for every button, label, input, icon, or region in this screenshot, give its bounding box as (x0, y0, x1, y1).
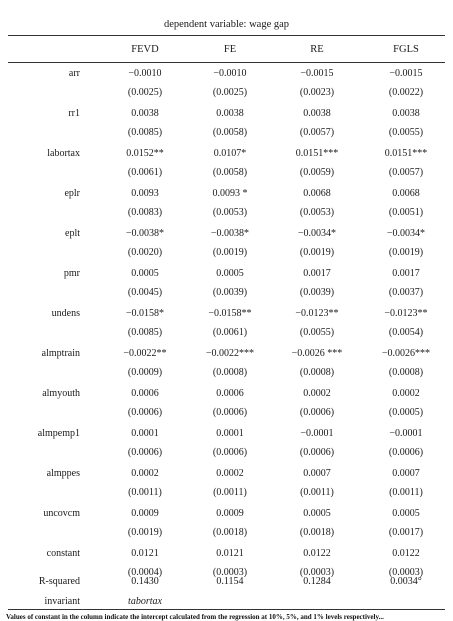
coefficient-cell: 0.0009 (216, 508, 244, 519)
coefficient-cell: 0.0006 (131, 388, 159, 399)
standard-error-cell: (0.0006) (299, 407, 335, 418)
coefficient-cell: 0.0002 (392, 388, 420, 399)
standard-error-cell: (0.0057) (299, 127, 335, 138)
standard-error-cell: (0.0039) (299, 287, 335, 298)
standard-error-cell: (0.0023) (299, 87, 335, 98)
coefficient-cell: −0.0034* (297, 228, 337, 239)
standard-error-cell: (0.0003) (299, 567, 335, 578)
coefficient-cell: −0.0158** (208, 308, 252, 319)
standard-error-cell: (0.0008) (212, 367, 248, 378)
row-label-3: eplr (64, 188, 80, 199)
coefficient-cell: −0.0038* (125, 228, 165, 239)
standard-error-cell: (0.0017) (388, 527, 424, 538)
table-footnote: Values of constant in the column indicate the intercept calculated from the regression at 10%, 5%, and 1% levels respectively... (6, 613, 384, 621)
standard-error-cell: (0.0037) (388, 287, 424, 298)
coefficient-cell: 0.0151*** (295, 148, 339, 159)
standard-error-cell: (0.0051) (388, 207, 424, 218)
coefficient-cell: 0.0007 (392, 468, 420, 479)
coefficient-cell: 0.0121 (216, 548, 244, 559)
rsquared-value: 0.1284 (303, 576, 331, 587)
standard-error-cell: (0.0057) (388, 167, 424, 178)
header-rule (8, 62, 445, 63)
top-rule (8, 35, 445, 36)
coefficient-cell: 0.0038 (303, 108, 331, 119)
coefficient-cell: 0.0002 (131, 468, 159, 479)
coefficient-cell: 0.0002 (216, 468, 244, 479)
row-label-4: eplt (65, 228, 80, 239)
coefficient-cell: 0.0068 (303, 188, 331, 199)
coefficient-cell: 0.0038 (131, 108, 159, 119)
standard-error-cell: (0.0019) (127, 527, 163, 538)
standard-error-cell: (0.0022) (388, 87, 424, 98)
standard-error-cell: (0.0058) (212, 167, 248, 178)
column-header-re: RE (310, 44, 324, 55)
standard-error-cell: (0.0083) (127, 207, 163, 218)
standard-error-cell: (0.0011) (389, 487, 423, 498)
column-header-fgls: FGLS (393, 44, 419, 55)
coefficient-cell: 0.0093 * (212, 188, 248, 199)
standard-error-cell: (0.0058) (212, 127, 248, 138)
rsquared-value: 0.1154 (216, 576, 244, 587)
coefficient-cell: 0.0122 (392, 548, 420, 559)
rsquared-value: 0.1430 (131, 576, 159, 587)
rsquared-label: R-squared (38, 576, 80, 587)
coefficient-cell: −0.0026*** (381, 348, 431, 359)
standard-error-cell: (0.0061) (127, 167, 163, 178)
coefficient-cell: 0.0009 (131, 508, 159, 519)
coefficient-cell: 0.0001 (216, 428, 244, 439)
invariant-value: tabortax (128, 596, 162, 607)
coefficient-cell: −0.0026 *** (291, 348, 343, 359)
coefficient-cell: 0.0005 (392, 508, 420, 519)
row-label-8: almyouth (42, 388, 80, 399)
standard-error-cell: (0.0019) (212, 247, 248, 258)
coefficient-cell: −0.0022** (123, 348, 167, 359)
standard-error-cell: (0.0008) (299, 367, 335, 378)
standard-error-cell: (0.0039) (212, 287, 248, 298)
standard-error-cell: (0.0059) (299, 167, 335, 178)
standard-error-cell: (0.0008) (388, 367, 424, 378)
coefficient-cell: 0.0005 (216, 268, 244, 279)
standard-error-cell: (0.0009) (127, 367, 163, 378)
standard-error-cell: (0.0003) (212, 567, 248, 578)
standard-error-cell: (0.0011) (300, 487, 334, 498)
row-label-9: almpemp1 (37, 428, 80, 439)
bottom-rule (8, 609, 445, 610)
column-header-fevd: FEVD (131, 44, 159, 55)
coefficient-cell: 0.0017 (303, 268, 331, 279)
row-label-7: almptrain (41, 348, 80, 359)
rsquared-value: 0.0034° (390, 576, 422, 587)
standard-error-cell: (0.0055) (299, 327, 335, 338)
coefficient-cell: −0.0010 (128, 68, 162, 79)
standard-error-cell: (0.0045) (127, 287, 163, 298)
coefficient-cell: −0.0022*** (205, 348, 255, 359)
coefficient-cell: 0.0068 (392, 188, 420, 199)
row-label-2: labortax (47, 148, 80, 159)
standard-error-cell: (0.0085) (127, 127, 163, 138)
standard-error-cell: (0.0054) (388, 327, 424, 338)
coefficient-cell: −0.0001 (300, 428, 334, 439)
coefficient-cell: 0.0121 (131, 548, 159, 559)
coefficient-cell: 0.0001 (131, 428, 159, 439)
coefficient-cell: 0.0007 (303, 468, 331, 479)
standard-error-cell: (0.0011) (213, 487, 247, 498)
coefficient-cell: 0.0006 (216, 388, 244, 399)
coefficient-cell: 0.0122 (303, 548, 331, 559)
standard-error-cell: (0.0018) (212, 527, 248, 538)
standard-error-cell: (0.0055) (388, 127, 424, 138)
standard-error-cell: (0.0025) (127, 87, 163, 98)
coefficient-cell: −0.0123** (295, 308, 339, 319)
row-label-5: pmr (63, 268, 80, 279)
coefficient-cell: −0.0123** (384, 308, 428, 319)
coefficient-cell: 0.0005 (303, 508, 331, 519)
standard-error-cell: (0.0025) (212, 87, 248, 98)
row-label-11: uncovcm (43, 508, 80, 519)
standard-error-cell: (0.0011) (128, 487, 162, 498)
coefficient-cell: 0.0038 (216, 108, 244, 119)
standard-error-cell: (0.0006) (127, 407, 163, 418)
column-header-fe: FE (223, 44, 237, 55)
standard-error-cell: (0.0006) (212, 407, 248, 418)
coefficient-cell: 0.0002 (303, 388, 331, 399)
row-label-10: almppes (46, 468, 80, 479)
row-label-12: constant (46, 548, 80, 559)
row-label-6: undens (51, 308, 80, 319)
coefficient-cell: 0.0093 (131, 188, 159, 199)
row-label-0: arr (68, 68, 80, 79)
coefficient-cell: −0.0010 (213, 68, 247, 79)
standard-error-cell: (0.0018) (299, 527, 335, 538)
standard-error-cell: (0.0003) (388, 567, 424, 578)
coefficient-cell: −0.0034* (386, 228, 426, 239)
coefficient-cell: 0.0107* (213, 148, 247, 159)
coefficient-cell: 0.0151*** (384, 148, 428, 159)
coefficient-cell: −0.0038* (210, 228, 250, 239)
coefficient-cell: −0.0158* (125, 308, 165, 319)
row-label-1: rr1 (68, 108, 80, 119)
coefficient-cell: 0.0017 (392, 268, 420, 279)
standard-error-cell: (0.0061) (212, 327, 248, 338)
standard-error-cell: (0.0006) (212, 447, 248, 458)
coefficient-cell: −0.0001 (389, 428, 423, 439)
standard-error-cell: (0.0006) (127, 447, 163, 458)
standard-error-cell: (0.0004) (127, 567, 163, 578)
standard-error-cell: (0.0006) (299, 447, 335, 458)
invariant-label: invariant (44, 596, 80, 607)
standard-error-cell: (0.0006) (388, 447, 424, 458)
coefficient-cell: 0.0152** (126, 148, 164, 159)
standard-error-cell: (0.0019) (388, 247, 424, 258)
standard-error-cell: (0.0085) (127, 327, 163, 338)
coefficient-cell: 0.0005 (131, 268, 159, 279)
coefficient-cell: 0.0038 (392, 108, 420, 119)
coefficient-cell: −0.0015 (300, 68, 334, 79)
standard-error-cell: (0.0053) (299, 207, 335, 218)
standard-error-cell: (0.0005) (388, 407, 424, 418)
standard-error-cell: (0.0019) (299, 247, 335, 258)
standard-error-cell: (0.0020) (127, 247, 163, 258)
standard-error-cell: (0.0053) (212, 207, 248, 218)
coefficient-cell: −0.0015 (389, 68, 423, 79)
table-title: dependent variable: wage gap (163, 19, 290, 30)
